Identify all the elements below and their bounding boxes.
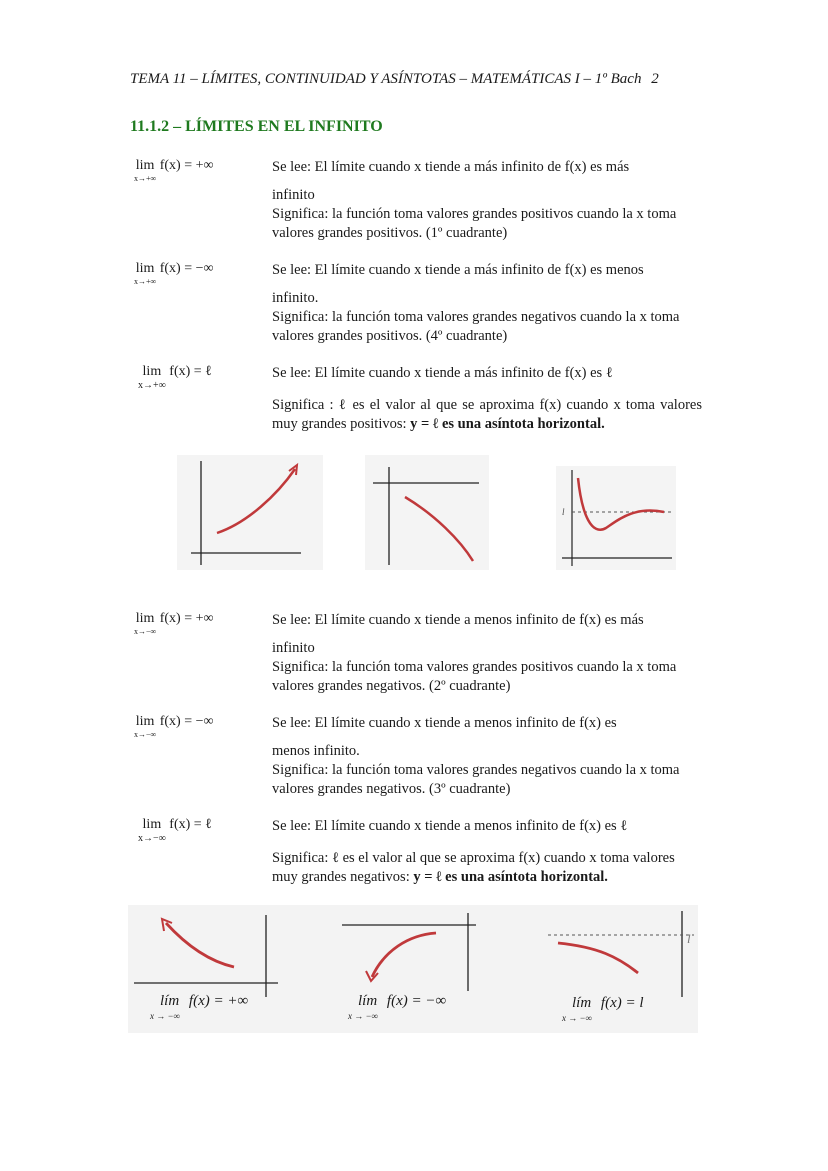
limit-formula <box>138 817 212 846</box>
reads-text-cont: infinito. <box>272 290 319 306</box>
caption-lim-plus-inf: lím f(x) = +∞ x → −∞ <box>150 993 249 1021</box>
limit-formula <box>134 261 213 289</box>
lim-label: lim <box>135 611 155 626</box>
reads-text: Se lee: El límite cuando x tiende a más infinito de f(x) es ℓ <box>272 365 613 381</box>
means-text: Significa : ℓ es el valor al que se aproxima f(x) cuando x toma valores muy grandes positivos: y = ℓ es una asíntota horizontal. <box>272 397 702 432</box>
lim-label: lim <box>135 158 155 173</box>
limit-description <box>272 611 702 696</box>
reads-text-cont: infinito <box>272 187 315 203</box>
page-number: 2 <box>651 71 659 87</box>
limit-formula <box>134 158 213 186</box>
reads-text: Se lee: El límite cuando x tiende a menos infinito de f(x) es más <box>272 612 644 628</box>
reads-text-cont: infinito <box>272 640 315 656</box>
limit-formula <box>138 364 212 393</box>
page-header <box>130 71 710 88</box>
lim-label: lim <box>142 817 162 832</box>
limit-description <box>272 714 702 799</box>
lim-expression: f(x) = ℓ <box>169 364 212 379</box>
graph-plus-inf-plus-inf <box>177 455 323 570</box>
lim-subscript: x→−∞ <box>138 833 166 844</box>
caption-lim-l: lím f(x) = l x → −∞ <box>562 995 644 1023</box>
asymptote-label: l <box>562 507 565 517</box>
means-text: Significa: ℓ es el valor al que se aproxima f(x) cuando x toma valores muy grandes negativos: y = ℓ es una asíntota horizontal. <box>272 850 675 885</box>
limit-description <box>272 817 702 887</box>
means-text: Significa: la función toma valores grandes negativos cuando la x toma valores grandes negativos. (3º cuadrante) <box>272 762 680 797</box>
asymptote-statement: y = ℓ es una asíntota horizontal. <box>413 869 608 885</box>
means-text: Significa: la función toma valores grandes negativos cuando la x toma valores grandes positivos. (4º cuadrante) <box>272 309 680 344</box>
means-text: Significa: la función toma valores grandes positivos cuando la x toma valores grandes negativos. (2º cuadrante) <box>272 659 677 694</box>
asymptote-label: l <box>687 931 691 946</box>
limit-formula <box>134 611 213 639</box>
caption-lim-minus-inf: lím f(x) = −∞ x → −∞ <box>348 993 447 1021</box>
lim-label: lim <box>135 714 155 729</box>
lim-label: lim <box>135 261 155 276</box>
lim-expression: f(x) = −∞ <box>159 261 214 276</box>
reads-text: Se lee: El límite cuando x tiende a más infinito de f(x) es menos <box>272 262 644 278</box>
lim-subscript: x→−∞ <box>134 627 157 636</box>
graph-plus-inf-l <box>556 466 676 570</box>
limit-description <box>272 261 702 346</box>
reads-text: Se lee: El límite cuando x tiende a más infinito de f(x) es más <box>272 159 630 175</box>
reads-text: Se lee: El límite cuando x tiende a menos infinito de f(x) es <box>272 715 617 731</box>
lim-label: lim <box>142 364 162 379</box>
limit-description <box>272 364 702 434</box>
lim-expression: f(x) = ℓ <box>169 817 212 832</box>
graphs-minus-inf-strip <box>128 905 698 1033</box>
limit-formula <box>134 714 213 742</box>
reads-text: Se lee: El límite cuando x tiende a menos infinito de f(x) es ℓ <box>272 818 628 834</box>
lim-expression: f(x) = −∞ <box>159 714 214 729</box>
lim-subscript: x→−∞ <box>134 730 157 739</box>
lim-subscript: x→+∞ <box>134 277 157 286</box>
lim-subscript: x→+∞ <box>134 174 157 183</box>
reads-text-cont: menos infinito. <box>272 743 360 759</box>
graph-plus-inf-minus-inf <box>365 455 489 570</box>
header-title: TEMA 11 – LÍMITES, CONTINUIDAD Y ASÍNTOTAS – MATEMÁTICAS I – 1º Bach <box>130 71 642 87</box>
lim-expression: f(x) = +∞ <box>159 611 214 626</box>
lim-subscript: x→+∞ <box>138 380 166 391</box>
section-title: 11.1.2 – LÍMITES EN EL INFINITO <box>130 118 383 135</box>
lim-expression: f(x) = +∞ <box>159 158 214 173</box>
limit-description <box>272 158 702 243</box>
means-text: Significa: la función toma valores grandes positivos cuando la x toma valores grandes positivos. (1º cuadrante) <box>272 206 677 241</box>
asymptote-statement: y = ℓ es una asíntota horizontal. <box>410 416 605 432</box>
